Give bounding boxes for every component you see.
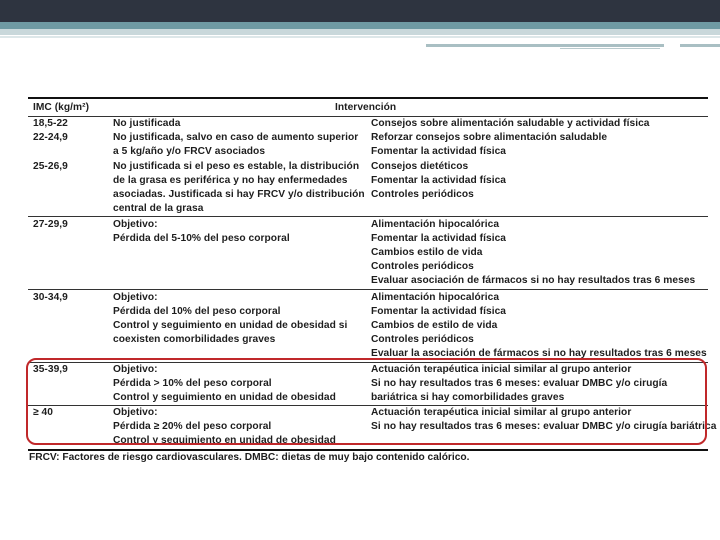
slide-accent-line [426,44,664,47]
highlight-box [26,358,707,445]
row-intervention-line: Si no hay resultados tras 6 meses: evaluar DMBC y/o cirugía bariátrica [371,421,717,432]
row-objective-line: central de la grasa [113,203,204,214]
row-intervention-line: Actuación terapéutica inicial similar al grupo anterior [371,407,632,418]
row-intervention-line: Evaluar la asociación de fármacos si no hay resultados tras 6 meses [371,348,707,359]
row-objective-line: Objetivo: [113,364,158,375]
row-divider [28,216,708,217]
row-objective-line: Objetivo: [113,407,158,418]
row-divider [28,289,708,290]
row-objective-line: Control y seguimiento en unidad de obesidad si [113,320,348,331]
row-intervention-line: Controles periódicos [371,189,474,200]
header-intervention: Intervención [335,102,397,113]
row-objective-line: Control y seguimiento en unidad de obesidad [113,435,336,446]
row-objective-line: de la grasa es periférica y no hay enfermedades [113,175,348,186]
row-imc: 22-24,9 [33,132,68,143]
row-objective-line: coexisten comorbilidades graves [113,334,276,345]
table-top-rule [28,97,708,99]
row-intervention-line: Alimentación hipocalórica [371,292,500,303]
row-objective-line: Pérdida del 5-10% del peso corporal [113,233,290,244]
slide-header-stripe [0,22,720,29]
row-objective-line: asociadas. Justificada si hay FRCV y/o distribución [113,189,365,200]
row-objective-line: Pérdida ≥ 20% del peso corporal [113,421,272,432]
row-intervention-line: Fomentar la actividad física [371,175,507,186]
row-objective-line: Pérdida > 10% del peso corporal [113,378,272,389]
row-intervention-line: Fomentar la actividad física [371,233,507,244]
row-imc: 27-29,9 [33,219,68,230]
row-objective-line: Objetivo: [113,219,158,230]
row-intervention-line: Fomentar la actividad física [371,306,507,317]
slide-header-stripe-light [0,29,720,35]
header-imc: IMC (kg/m²) [33,102,90,113]
row-intervention-line: Fomentar la actividad física [371,146,507,157]
row-objective-line: Pérdida del 10% del peso corporal [113,306,281,317]
row-intervention-line: Consejos sobre alimentación saludable y actividad física [371,118,650,129]
slide-accent-line [680,44,720,47]
row-intervention-line: Controles periódicos [371,334,474,345]
row-intervention-line: Consejos dietéticos [371,161,469,172]
row-intervention-line: Cambios de estilo de vida [371,320,498,331]
row-intervention-line: Cambios estilo de vida [371,247,483,258]
row-objective-line: No justificada [113,118,181,129]
table-footnote: FRCV: Factores de riesgo cardiovasculares. DMBC: dietas de muy bajo contenido calórico. [29,452,470,463]
row-imc: ≥ 40 [33,407,53,418]
row-intervention-line: Controles periódicos [371,261,474,272]
row-objective-line: No justificada, salvo en caso de aumento superior [113,132,359,143]
row-imc: 18,5-22 [33,118,68,129]
slide-header-stripe-thin [0,36,720,38]
table-bottom-rule [28,449,708,451]
row-intervention-line: bariátrica si hay comorbilidades graves [371,392,565,403]
row-objective-line: Objetivo: [113,292,158,303]
row-imc: 25-26,9 [33,161,68,172]
row-intervention-line: Alimentación hipocalórica [371,219,500,230]
row-imc: 30-34,9 [33,292,68,303]
row-objective-line: No justificada si el peso es estable, la distribución [113,161,360,172]
slide-accent-line [560,48,660,49]
slide-header-bar [0,0,720,22]
row-intervention-line: Reforzar consejos sobre alimentación saludable [371,132,608,143]
row-intervention-line: Si no hay resultados tras 6 meses: evaluar DMBC y/o cirugía [371,378,668,389]
row-intervention-line: Actuación terapéutica inicial similar al grupo anterior [371,364,632,375]
row-imc: 35-39,9 [33,364,68,375]
row-intervention-line: Evaluar asociación de fármacos si no hay resultados tras 6 meses [371,275,696,286]
row-objective-line: Control y seguimiento en unidad de obesidad [113,392,336,403]
row-objective-line: a 5 kg/año y/o FRCV asociados [113,146,266,157]
